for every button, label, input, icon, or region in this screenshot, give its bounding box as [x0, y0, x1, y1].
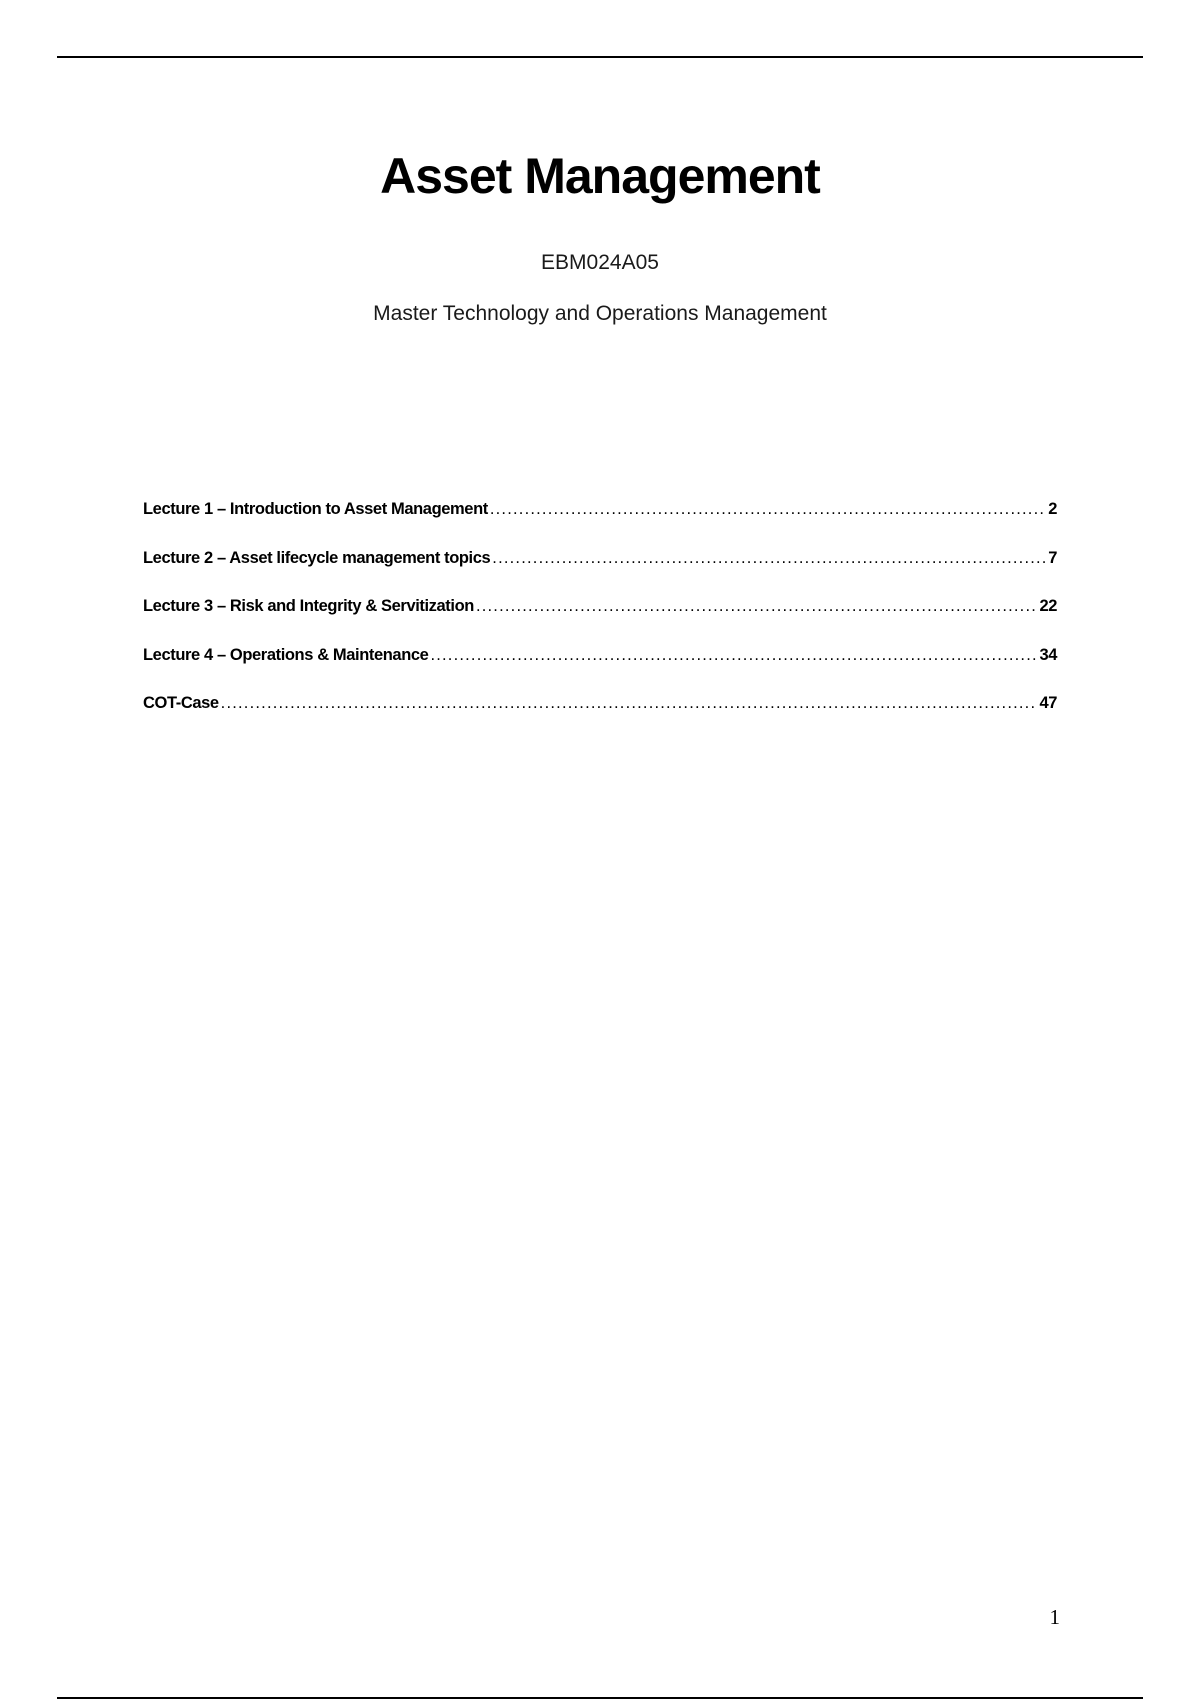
toc-entry-cot-case[interactable] [143, 692, 1057, 714]
table-of-contents [143, 498, 1057, 741]
toc-entry-lecture-4[interactable] [143, 644, 1057, 666]
page-number: 1 [1049, 1605, 1060, 1629]
toc-entry-page: 47 [1039, 694, 1057, 712]
toc-entry-page: 2 [1048, 500, 1057, 518]
toc-entry-page: 7 [1048, 548, 1057, 567]
footer-rule [57, 1697, 1143, 1699]
toc-entry-lecture-2[interactable] [143, 547, 1057, 569]
toc-dot-leader [492, 547, 1046, 569]
programme-name: Master Technology and Operations Management [373, 302, 827, 325]
toc-entry-label: Lecture 4 – Operations & Maintenance [143, 645, 429, 664]
toc-entry-label: Lecture 3 – Risk and Integrity & Servitization [143, 597, 474, 615]
header-rule [57, 56, 1143, 58]
toc-entry-lecture-1[interactable] [143, 498, 1057, 520]
toc-entry-lecture-3[interactable] [143, 595, 1057, 617]
toc-dot-leader [476, 595, 1037, 617]
toc-dot-leader [221, 692, 1038, 714]
toc-dot-leader [490, 498, 1046, 520]
toc-dot-leader [430, 644, 1037, 666]
toc-entry-page: 22 [1039, 597, 1057, 615]
course-code: EBM024A05 [541, 251, 659, 274]
toc-entry-page: 34 [1039, 645, 1057, 664]
toc-entry-label: COT-Case [143, 694, 219, 712]
toc-entry-label: Lecture 2 – Asset lifecycle management topics [143, 548, 491, 567]
toc-entry-label: Lecture 1 – Introduction to Asset Management [143, 500, 488, 518]
document-title: Asset Management [380, 148, 820, 204]
